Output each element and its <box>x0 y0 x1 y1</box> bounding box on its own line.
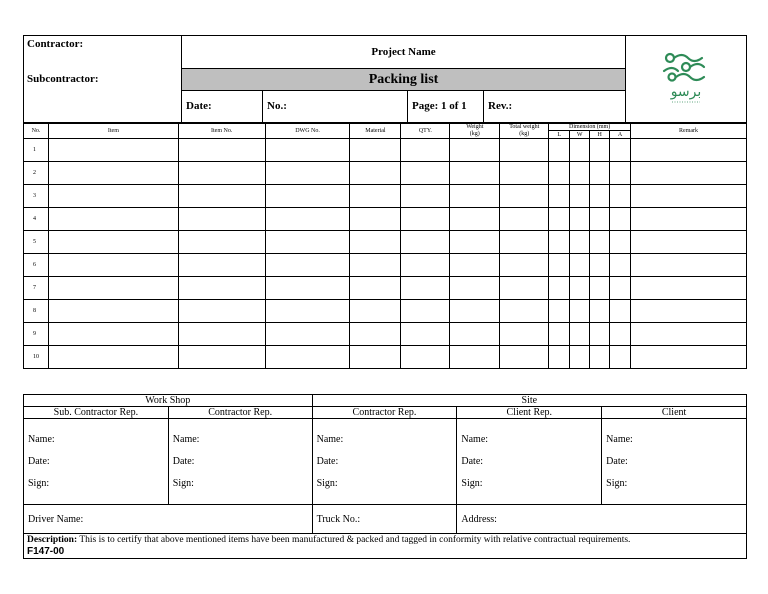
table-cell[interactable] <box>610 254 631 277</box>
table-cell[interactable] <box>590 254 610 277</box>
col-dim-w: W <box>570 131 590 139</box>
row-number: 7 <box>24 277 49 300</box>
table-cell[interactable] <box>549 185 570 208</box>
table-row <box>24 277 747 300</box>
table-cell[interactable] <box>500 346 549 369</box>
client-sign-block[interactable] <box>602 419 747 505</box>
contractor-rep-ws-heading: Contractor Rep. <box>168 407 312 419</box>
table-cell[interactable] <box>350 300 401 323</box>
table-cell[interactable] <box>500 300 549 323</box>
table-cell[interactable] <box>610 231 631 254</box>
table-cell[interactable] <box>450 323 500 346</box>
table-cell[interactable] <box>500 162 549 185</box>
packing-list-title: Packing list <box>182 69 626 91</box>
table-cell[interactable] <box>401 162 450 185</box>
contractor-rep-site-sign-block[interactable] <box>312 419 457 505</box>
table-cell[interactable] <box>450 231 500 254</box>
site-heading: Site <box>312 395 746 407</box>
table-cell[interactable] <box>610 185 631 208</box>
signoff-table <box>23 394 747 559</box>
table-cell[interactable] <box>631 277 747 300</box>
description-text: This is to certify that above mentioned items have been manufactured & packed and tagged in conformity with relative contractual requirements. <box>77 535 631 545</box>
col-dim-a: A <box>610 131 631 139</box>
contractor-rep-site-heading: Contractor Rep. <box>312 407 457 419</box>
table-cell[interactable] <box>178 254 265 277</box>
table-cell[interactable] <box>401 139 450 162</box>
table-cell[interactable] <box>631 208 747 231</box>
table-cell[interactable] <box>549 208 570 231</box>
sub-contractor-rep-sign-block[interactable] <box>24 419 169 505</box>
col-qty: QTY. <box>401 123 450 139</box>
company-logo <box>656 49 716 105</box>
form-code: F147-00 <box>27 546 65 557</box>
table-cell[interactable] <box>265 323 350 346</box>
contractor-rep-site-name-field[interactable]: Name: <box>316 434 344 445</box>
table-cell[interactable] <box>610 162 631 185</box>
row-number: 2 <box>24 162 49 185</box>
table-cell[interactable] <box>48 162 178 185</box>
table-cell[interactable] <box>178 185 265 208</box>
table-cell[interactable] <box>610 139 631 162</box>
table-cell[interactable] <box>450 208 500 231</box>
description-cell <box>24 534 747 559</box>
items-table <box>23 122 747 369</box>
table-cell[interactable] <box>178 300 265 323</box>
col-item: Item <box>48 123 178 139</box>
table-cell[interactable] <box>500 231 549 254</box>
table-cell[interactable] <box>401 254 450 277</box>
table-cell[interactable] <box>401 185 450 208</box>
table-cell[interactable] <box>178 139 265 162</box>
table-cell[interactable] <box>350 254 401 277</box>
table-cell[interactable] <box>549 254 570 277</box>
table-cell[interactable] <box>401 231 450 254</box>
table-cell[interactable] <box>450 162 500 185</box>
col-item-no: Item No. <box>178 123 265 139</box>
client-sign-field[interactable]: Sign: <box>606 478 628 489</box>
sign-row <box>24 419 747 505</box>
table-cell[interactable] <box>570 277 590 300</box>
sub-contractor-rep-date-field[interactable]: Date: <box>28 456 50 467</box>
table-cell[interactable] <box>450 185 500 208</box>
table-cell[interactable] <box>549 300 570 323</box>
client-rep-heading: Client Rep. <box>457 407 602 419</box>
table-cell[interactable] <box>48 323 178 346</box>
table-cell[interactable] <box>570 323 590 346</box>
table-cell[interactable] <box>590 277 610 300</box>
table-cell[interactable] <box>401 300 450 323</box>
col-weight-unit: (kg) <box>469 130 480 137</box>
table-cell[interactable] <box>48 277 178 300</box>
table-cell[interactable] <box>570 162 590 185</box>
table-cell[interactable] <box>48 231 178 254</box>
table-cell[interactable] <box>350 162 401 185</box>
meta-row <box>182 91 626 124</box>
table-cell[interactable] <box>350 346 401 369</box>
table-cell[interactable] <box>610 346 631 369</box>
col-total-weight-label: Total weight <box>509 123 540 130</box>
table-row <box>24 208 747 231</box>
table-cell[interactable] <box>450 139 500 162</box>
table-cell[interactable] <box>350 277 401 300</box>
client-heading: Client <box>602 407 747 419</box>
col-total-weight <box>500 123 549 139</box>
table-cell[interactable] <box>590 346 610 369</box>
table-cell[interactable] <box>178 231 265 254</box>
table-cell[interactable] <box>500 323 549 346</box>
table-cell[interactable] <box>178 323 265 346</box>
table-row <box>24 139 747 162</box>
item-rows <box>24 139 747 369</box>
table-cell[interactable] <box>48 346 178 369</box>
row-number: 1 <box>24 139 49 162</box>
table-cell[interactable] <box>401 208 450 231</box>
description-label: Description: <box>27 535 78 545</box>
table-cell[interactable] <box>350 231 401 254</box>
table-cell[interactable] <box>265 162 350 185</box>
table-cell[interactable] <box>590 323 610 346</box>
client-rep-date-field[interactable]: Date: <box>461 456 484 467</box>
table-cell[interactable] <box>549 139 570 162</box>
table-cell[interactable] <box>590 300 610 323</box>
col-material: Material <box>350 123 401 139</box>
table-cell[interactable] <box>570 231 590 254</box>
table-cell[interactable] <box>570 346 590 369</box>
sub-contractor-rep-sign-field[interactable]: Sign: <box>28 478 50 489</box>
table-cell[interactable] <box>450 277 500 300</box>
table-row <box>24 300 747 323</box>
truck-no-field[interactable]: Truck No.: <box>312 505 457 534</box>
date-field[interactable]: Date: <box>182 91 263 123</box>
row-number: 8 <box>24 300 49 323</box>
contractor-label: Contractor: <box>27 38 84 50</box>
table-cell[interactable] <box>265 208 350 231</box>
workshop-heading: Work Shop <box>24 395 313 407</box>
contractor-rep-site-date-field[interactable]: Date: <box>316 456 339 467</box>
contractor-rep-ws-name-field[interactable]: Name: <box>172 434 200 445</box>
table-cell[interactable] <box>401 277 450 300</box>
rev-field[interactable]: Rev.: <box>488 100 513 112</box>
table-cell[interactable] <box>350 323 401 346</box>
table-cell[interactable] <box>549 277 570 300</box>
col-remark: Remark <box>631 123 747 139</box>
table-cell[interactable] <box>178 277 265 300</box>
table-cell[interactable] <box>48 254 178 277</box>
contractor-rep-ws-date-field[interactable]: Date: <box>172 456 195 467</box>
table-cell[interactable] <box>610 277 631 300</box>
row-number: 10 <box>24 346 49 369</box>
table-cell[interactable] <box>590 139 610 162</box>
table-cell[interactable] <box>590 231 610 254</box>
table-cell[interactable] <box>48 185 178 208</box>
no-field[interactable]: No.: <box>263 91 408 123</box>
table-row <box>24 346 747 369</box>
table-cell[interactable] <box>178 162 265 185</box>
table-cell[interactable] <box>450 300 500 323</box>
table-cell[interactable] <box>265 254 350 277</box>
table-row <box>24 162 747 185</box>
row-number: 9 <box>24 323 49 346</box>
col-weight-label: Weight <box>466 123 484 130</box>
driver-name-field[interactable]: Driver Name: <box>24 505 313 534</box>
table-cell[interactable] <box>610 323 631 346</box>
table-cell[interactable] <box>48 139 178 162</box>
table-cell[interactable] <box>631 139 747 162</box>
table-cell[interactable] <box>265 139 350 162</box>
table-cell[interactable] <box>570 139 590 162</box>
table-cell[interactable] <box>178 208 265 231</box>
project-name: Project Name <box>182 36 626 69</box>
logo-text: برسو <box>670 84 702 100</box>
table-cell[interactable] <box>610 208 631 231</box>
contractor-rep-site-sign-field[interactable]: Sign: <box>316 478 338 489</box>
table-cell[interactable] <box>590 162 610 185</box>
address-field[interactable]: Address: <box>457 505 747 534</box>
table-cell[interactable] <box>401 346 450 369</box>
sub-contractor-rep-heading: Sub. Contractor Rep. <box>24 407 169 419</box>
col-dim-l: L <box>549 131 570 139</box>
table-cell[interactable] <box>570 300 590 323</box>
table-cell[interactable] <box>590 208 610 231</box>
col-dimension: Dimension (mm) <box>549 123 631 131</box>
contractor-block <box>24 36 182 124</box>
contractor-rep-ws-sign-block[interactable] <box>168 419 312 505</box>
row-number: 3 <box>24 185 49 208</box>
row-number: 6 <box>24 254 49 277</box>
table-cell[interactable] <box>265 346 350 369</box>
table-cell[interactable] <box>631 346 747 369</box>
table-cell[interactable] <box>265 231 350 254</box>
table-cell[interactable] <box>610 300 631 323</box>
col-no: No. <box>24 123 49 139</box>
table-cell[interactable] <box>500 254 549 277</box>
table-row <box>24 254 747 277</box>
table-cell[interactable] <box>500 277 549 300</box>
sub-contractor-rep-name-field[interactable]: Name: <box>28 434 55 445</box>
table-cell[interactable] <box>450 254 500 277</box>
table-cell[interactable] <box>500 139 549 162</box>
table-cell[interactable] <box>265 277 350 300</box>
table-cell[interactable] <box>350 208 401 231</box>
page-indicator: Page: 1 of 1 <box>408 91 484 123</box>
table-cell[interactable] <box>631 185 747 208</box>
client-name-field[interactable]: Name: <box>606 434 633 445</box>
header-table <box>23 35 747 124</box>
col-dim-h: H <box>590 131 610 139</box>
col-dwg-no: DWG No. <box>265 123 350 139</box>
table-cell[interactable] <box>570 185 590 208</box>
table-cell[interactable] <box>48 300 178 323</box>
table-cell[interactable] <box>631 231 747 254</box>
row-number: 4 <box>24 208 49 231</box>
table-cell[interactable] <box>549 162 570 185</box>
table-cell[interactable] <box>570 254 590 277</box>
table-row <box>24 323 747 346</box>
table-cell[interactable] <box>265 185 350 208</box>
table-row <box>24 185 747 208</box>
table-cell[interactable] <box>401 323 450 346</box>
row-number: 5 <box>24 231 49 254</box>
table-cell[interactable] <box>570 208 590 231</box>
table-cell[interactable] <box>450 346 500 369</box>
table-cell[interactable] <box>500 208 549 231</box>
table-row <box>24 231 747 254</box>
table-cell[interactable] <box>500 185 549 208</box>
table-cell[interactable] <box>178 346 265 369</box>
table-cell[interactable] <box>549 346 570 369</box>
table-cell[interactable] <box>631 300 747 323</box>
col-total-weight-unit: (kg) <box>519 130 530 137</box>
table-cell[interactable] <box>549 323 570 346</box>
table-cell[interactable] <box>48 208 178 231</box>
client-rep-name-field[interactable]: Name: <box>461 434 489 445</box>
client-rep-sign-block[interactable] <box>457 419 602 505</box>
client-date-field[interactable]: Date: <box>606 456 628 467</box>
table-cell[interactable] <box>265 300 350 323</box>
table-cell[interactable] <box>590 185 610 208</box>
table-cell[interactable] <box>350 139 401 162</box>
logo-cell <box>626 36 747 124</box>
col-weight <box>450 123 500 139</box>
contractor-rep-ws-sign-field[interactable]: Sign: <box>172 478 194 489</box>
subcontractor-label: Subcontractor: <box>27 73 99 85</box>
client-rep-sign-field[interactable]: Sign: <box>461 478 483 489</box>
table-cell[interactable] <box>631 323 747 346</box>
table-cell[interactable] <box>631 254 747 277</box>
table-cell[interactable] <box>631 162 747 185</box>
table-cell[interactable] <box>549 231 570 254</box>
table-cell[interactable] <box>350 185 401 208</box>
